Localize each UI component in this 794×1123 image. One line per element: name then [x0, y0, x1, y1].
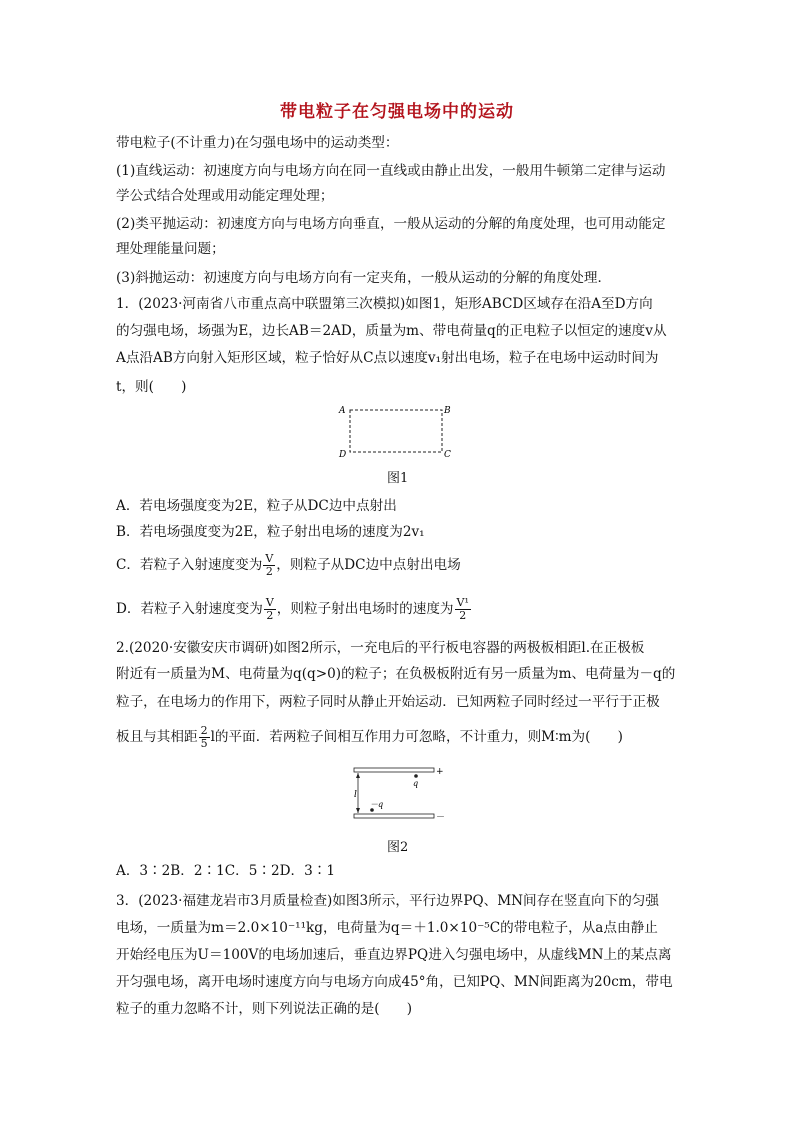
q1-option-c-text: ，则粒子从DC边中点射出电场: [276, 557, 461, 573]
q1-stem-line: A点沿AB方向射入矩形区域，粒子恰好从C点以速度v₁射出电场，粒子在电场中运动时间为: [116, 350, 659, 366]
label-d: D: [339, 450, 347, 460]
frac-den: 2: [459, 609, 467, 622]
particle-positive: [414, 774, 418, 778]
frac-den: 5: [200, 737, 208, 750]
q2-text: 板且与其相距: [116, 729, 198, 745]
frac-num: V¹: [456, 596, 469, 609]
frac-den: 2: [266, 609, 274, 622]
intro-line: (2)类平抛运动：初速度方向与电场方向垂直，一般从运动的分解的角度处理，也可用动能定: [116, 216, 666, 232]
frac-den: 2: [265, 565, 273, 578]
q1-option-c: [116, 553, 461, 578]
q3-stem-line: 3．(2023·福建龙岩市3月质量检查)如图3所示，平行边界PQ、MN间存在竖直向下的匀强: [116, 893, 659, 909]
figure-2-capacitor: [346, 760, 450, 826]
q1-option-d-text: ，则粒子射出电场时的速度为: [276, 601, 454, 617]
intro-line: 带电粒子(不计重力)在匀强电场中的运动类型：: [116, 135, 399, 151]
q1-stem-line: t，则( ): [116, 379, 187, 395]
intro-line: 理处理能量问题；: [116, 241, 225, 257]
q1-option-a: A．若电场强度变为2E，粒子从DC边中点射出: [116, 498, 397, 514]
q3-stem-line: 粒子的重力忽略不计，则下列说法正确的是( ): [116, 1001, 413, 1017]
q1-option-d: [116, 597, 472, 622]
figure-1-rectangle: [336, 400, 460, 464]
q2-answers: A．3∶2B．2∶1C．5∶2D．3∶1: [116, 863, 336, 879]
figure-2-caption: 图2: [387, 840, 409, 855]
q2-stem-line: 粒子，在电场力的作用下，两粒子同时从静止开始运动．已知两粒子同时经过一平行于正极: [116, 694, 660, 710]
frac-num: V: [265, 596, 274, 609]
q2-text: l的平面．若两粒子间相互作用力可忽略，不计重力，则M∶m为( ): [210, 729, 623, 745]
frac-num: 2: [200, 724, 208, 737]
q1-option-d-text: D．若粒子入射速度变为: [116, 601, 263, 617]
q2-stem-line: 附近有一质量为M、电荷量为q(q>0)的粒子；在负极板附近有另一质量为m、电荷量为－q的: [116, 666, 676, 682]
q2-stem-line: [116, 725, 623, 750]
label-a: A: [339, 406, 346, 416]
particle-neg-q-label: －q: [370, 800, 384, 809]
intro-line: (3)斜抛运动：初速度方向与电场方向有一定夹角，一般从运动的分解的角度处理．: [116, 270, 612, 286]
distance-label: l: [354, 790, 357, 800]
q2-stem-line: 2.(2020·安徽安庆市调研)如图2所示，一充电后的平行板电容器的两极板相距l.在正极板: [116, 640, 645, 656]
particle-q-label: q: [413, 779, 419, 788]
intro-line: (1)直线运动：初速度方向与电场方向在同一直线或由静止出发，一般用牛顿第二定律与运动: [116, 163, 666, 179]
q3-stem-line: 电场，一质量为m＝2.0×10⁻¹¹kg，电荷量为q＝＋1.0×10⁻⁵C的带电粒子，从a点由静止: [116, 920, 658, 936]
fraction: [455, 597, 471, 622]
fraction: [264, 597, 276, 622]
intro-line: 学公式结合处理或用动能定理处理；: [116, 188, 334, 204]
q1-option-c-text: C．若粒子入射速度变为: [116, 557, 263, 573]
minus-label: －: [436, 813, 446, 823]
page-title: 带电粒子在匀强电场中的运动: [280, 102, 514, 122]
figure-1-caption: 图1: [387, 471, 409, 486]
fraction: [263, 553, 275, 578]
q1-stem-line: 的匀强电场，场强为E，边长AB＝2AD，质量为m、带电荷量q的正电粒子以恒定的速度v从: [116, 323, 667, 339]
label-b: B: [444, 406, 451, 416]
plus-label: +: [436, 767, 444, 777]
q3-stem-line: 开始经电压为U＝100V的电场加速后，垂直边界PQ进入匀强电场中，从虚线MN上的某点离: [116, 947, 672, 963]
q1-option-b: B．若电场强度变为2E，粒子射出电场的速度为2v₁: [116, 524, 425, 540]
label-c: C: [444, 450, 451, 460]
q3-stem-line: 开匀强电场，离开电场时速度方向与电场方向成45°角，已知PQ、MN间距离为20cm，带电: [116, 974, 673, 990]
fraction: [199, 725, 210, 750]
q1-stem-line: 1．(2023·河南省八市重点高中联盟第三次模拟)如图1，矩形ABCD区域存在沿A至D方向: [116, 296, 653, 312]
frac-num: V: [265, 552, 274, 565]
